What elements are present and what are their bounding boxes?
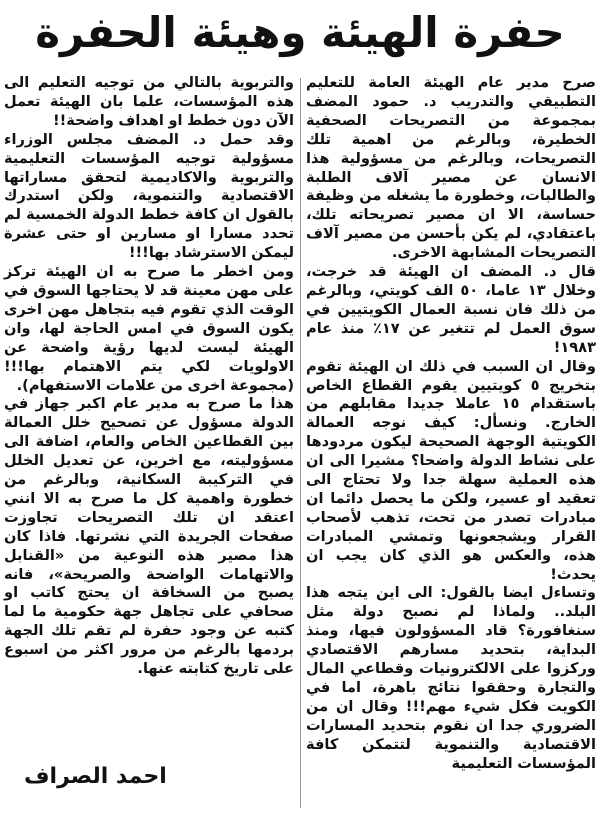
paragraph: قال د. المضف ان الهيئة قد خرجت، وخلال ١٣ عاما، ٥٠ الف كويتي، وبالرغم من ذلك فان نسبة العمال الكويتيين في سوق العمل لم تتغير عن ١٧٪ منذ عام ١٩٨٣!	[306, 263, 597, 356]
paragraph: وقد حمل د. المضف مجلس الوزراء مسؤولية توجيه المؤسسات التعليمية والتربوية والاكاديمية لتحقق مساراتها الاقتصادية والتنموية، ولكن استدرك بالقول ان كافة خطط الدولة الخمسية لم تحدد مسارا او مسارين او حتى عشرة ليمكن الاسترشاد بها!!!	[4, 130, 294, 262]
author-byline: احمد الصراف	[24, 764, 167, 789]
paragraph: والتربوية بالتالي من توجيه التعليم الى هذه المؤسسات، علما بان الهيئة تعمل الآن دون خطط او اهداف واضحة!!	[4, 74, 294, 129]
paragraph: صرح مدير عام الهيئة العامة للتعليم التطبيقي والتدريب د. حمود المضف بمجموعة من التصريحات الصحفية الخطيرة، وبالرغم من اهمية تلك التصريحات، وبالرغم من مسؤولية هذا الانسان عن مصير آلاف الطلبة والطالبات، وخطورة ما يشغله من وظيفة حساسة، الا ان مصير تصريحاته تلك، باعتقادي، لم يكن بأحسن من مصير آلاف التصريحات المشابهة الاخرى.	[306, 74, 596, 262]
paragraph: هذا ما صرح به مدير عام اكبر جهاز في الدولة مسؤول عن تصحيح خلل العمالة بين القطاعين الخاص والعام، اضافة الى مسؤوليته، مع اخرين، عن تعديل الخلل في التركيبة السكانية، وبالرغم من خطورة واهمية كل ما صرح به الا انني اعتقد ان تلك التصريحات تجاوزت صفحات الجريدة التي نشرتها. فاذا كان هذا مصير هذه النوعية من «القنابل والاتهامات الواضحة والصريحة»، فانه يصبح من السخافة ان يحتج كاتب او صحافي على تجاهل جهة حكومية ما لما كتبه عن وجود حفرة لم تقم تلك الجهة بردمها بالرغم من مرور اكثر من اسبوع على تاريخ كتابته عنها.	[4, 395, 294, 678]
paragraph: وقال ان السبب في ذلك ان الهيئة تقوم بتخريج ٥ كويتيين يقوم القطاع الخاص باستقدام ١٥ عاملا جديدا مقابلهم من الخارج. ونسأل: كيف نوجه العمالة الكويتية الوجهة الصحيحة ليكون مردودها على نشاط الدولة واضحا؟ مشيرا الى ان هذه العملية سهلة جدا ولا تحتاج الى تعقيد او عسير، ولكن ما يحصل دائما ان مبادرات تصدر من تحت، تذهب لأصحاب القرار ويشجعونها وتمشي المبادرات هذه، والعكس هو الذي كان يجب ان يحدث!	[306, 357, 596, 583]
article-column-left	[4, 74, 294, 679]
article-headline: حفرة الهيئة وهيئة الحفرة	[35, 8, 565, 57]
article-column-right	[306, 74, 596, 774]
paragraph: وتساءل ايضا بالقول: الى اين يتجه هذا البلد.. ولماذا لم نصبح دولة مثل سنغافورة؟ قاد المسؤولون فيها، ومنذ البداية، بتحديد مسارهم الاقتصادي وركزوا على الالكترونيات وقطاعي المال والتجارة وحققوا نتائج باهرة، اما في الكويت فكل شيء مهم!!! وقال ان من الضروري جدا ان نقوم بتحديد المسارات الاقتصادية والتنموية لتتمكن كافة المؤسسات التعليمية	[306, 584, 596, 772]
column-divider	[300, 78, 301, 808]
paragraph: ومن اخطر ما صرح به ان الهيئة تركز على مهن معينة قد لا يحتاجها السوق في الوقت الذي تقوم فيه بتجاهل مهن اخرى يكون السوق في امس الحاجة لها، وان الهيئة ليست لديها رؤية واضحة عن الاولويات لكي يتم الاهتمام بها!!! (مجموعة اخرى من علامات الاستفهام).	[4, 263, 294, 394]
